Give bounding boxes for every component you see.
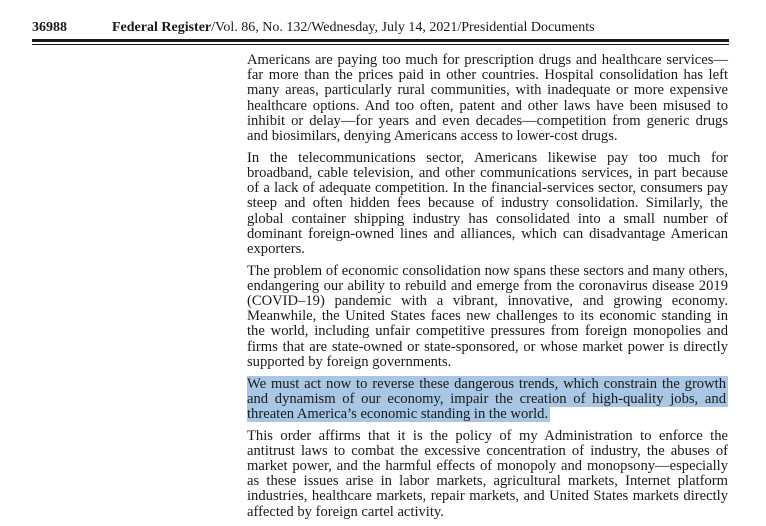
header-rule-thin: [32, 44, 729, 45]
text-selection[interactable]: We must act now to reverse these dangerous trends, which constrain the growth and dynamism of our economy, impair the creation of high-quality jobs, and threaten America’s economic standing in the world.: [247, 375, 726, 422]
paragraph: Americans are paying too much for prescription drugs and healthcare services—far more than the prices paid in other countries. Hospital consolidation has left many areas, particularly rural communities, with inadequate or more expensive healthcare options. And too often, patent and other laws have been misused to inhibit or delay—for years and even decades—competition from generic drugs and biosimilars, denying Americans access to lower-cost drugs.: [247, 52, 728, 145]
publication-title: Federal Register: [112, 20, 212, 35]
paragraph: This order affirms that it is the policy of my Administration to enforce the antitrust laws to combat the excessive concentration of industry, the abuses of market power, and the harmful effects of monopoly and monopsony—especially as these issues arise in labor markets, agricultural markets, Internet platform industries, healthcare markets, repair markets, and United States markets directly affected by foreign cartel activity.: [247, 427, 728, 520]
highlighted-paragraph[interactable]: [247, 377, 728, 423]
paragraph: In the telecommunications sector, Americans likewise pay too much for broadband, cable television, and other communications services, in part because of a lack of adequate competition. In the financial-services sector, consumers pay steep and often hidden fees because of industry consolidation. Similarly, the global container shipping industry has consolidated into a small number of dominant foreign-owned lines and alliances, which can disadvantage American exporters.: [247, 149, 728, 257]
running-header: [32, 18, 729, 38]
document-body: [247, 53, 728, 526]
volume-info: Vol. 86, No. 132: [215, 20, 308, 35]
header-separator: /: [307, 20, 312, 35]
header-separator: /: [457, 20, 462, 35]
section-title: Presidential Documents: [461, 20, 595, 35]
header-separator: /: [211, 20, 216, 35]
paragraph: The problem of economic consolidation now spans these sectors and many others, endangering our ability to rebuild and emerge from the coronavirus disease 2019 (COVID–19) pandemic with a vibrant, innovative, and growing economy. Meanwhile, the United States faces new challenges to its economic standing in the world, including unfair competitive pressures from foreign monopolies and firms that are state-owned or state-sponsored, or whose market power is directly supported by foreign governments.: [247, 262, 728, 370]
header-rule-thick: [32, 39, 729, 42]
issue-date: Wednesday, July 14, 2021: [311, 20, 458, 35]
page-number: 36988: [32, 20, 67, 35]
